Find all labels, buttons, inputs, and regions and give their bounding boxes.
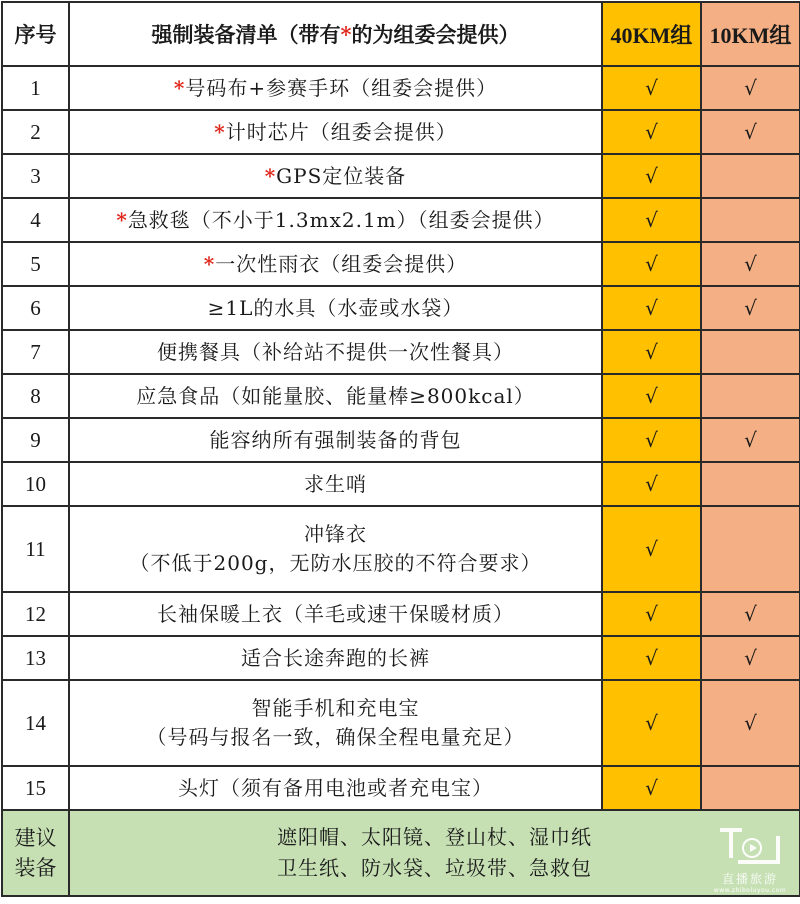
recommended-label — [2, 810, 69, 896]
equipment-item — [69, 506, 602, 592]
table-row — [2, 286, 800, 330]
equipment-list-page — [0, 1, 800, 904]
provided-star-mark: * — [203, 251, 216, 276]
equipment-item — [69, 242, 602, 286]
table-row — [2, 242, 800, 286]
table-body — [2, 2, 800, 896]
table-row — [2, 110, 800, 154]
item-line-2: （不低于200g，无防水压胶的不符合要求） — [129, 551, 542, 575]
check-40km: √ — [602, 110, 701, 154]
check-10km: √ — [701, 636, 800, 680]
header-title-part2: 的为组委会提供） — [351, 22, 520, 47]
equipment-item — [69, 198, 602, 242]
item-line-1 — [70, 206, 601, 235]
check-40km: √ — [602, 506, 701, 592]
item-text: 适合长途奔跑的长裤 — [241, 645, 430, 670]
header-row — [2, 2, 800, 66]
provided-star-mark: * — [214, 119, 226, 144]
header-group-10km: 10KM组 — [701, 2, 800, 66]
check-40km: √ — [602, 462, 701, 506]
item-text: 计时芯片（组委会提供） — [225, 119, 457, 144]
table-row — [2, 462, 800, 506]
item-line-1 — [70, 426, 601, 455]
item-line-1 — [70, 644, 601, 673]
check-10km: √ — [701, 66, 800, 110]
check-10km: √ — [701, 592, 800, 636]
check-10km — [701, 198, 800, 242]
equipment-item — [69, 66, 602, 110]
equipment-item — [69, 680, 602, 766]
item-line-1 — [70, 382, 601, 411]
check-10km — [701, 766, 800, 810]
item-text: ≥1L的水具（水壶或水袋） — [207, 295, 464, 320]
row-number: 14 — [2, 680, 69, 766]
item-line-1 — [70, 520, 601, 549]
table-row — [2, 418, 800, 462]
item-text: 便携餐具（补给站不提供一次性餐具） — [157, 339, 514, 364]
equipment-item — [69, 766, 602, 810]
recommended-label-line-2: 装备 — [14, 856, 57, 880]
row-number: 3 — [2, 154, 69, 198]
recommended-items-line-1: 遮阳帽、太阳镜、登山杖、湿巾纸 — [277, 825, 592, 849]
equipment-item — [69, 154, 602, 198]
row-number: 8 — [2, 374, 69, 418]
recommended-items — [69, 810, 800, 896]
table-row — [2, 506, 800, 592]
table-row — [2, 680, 800, 766]
row-number: 12 — [2, 592, 69, 636]
check-40km: √ — [602, 242, 701, 286]
equipment-item — [69, 286, 602, 330]
table-row — [2, 636, 800, 680]
check-10km: √ — [701, 418, 800, 462]
check-40km: √ — [602, 374, 701, 418]
table-row — [2, 154, 800, 198]
equipment-item — [69, 462, 602, 506]
row-number: 6 — [2, 286, 69, 330]
check-10km: √ — [701, 110, 800, 154]
row-number: 5 — [2, 242, 69, 286]
row-number: 4 — [2, 198, 69, 242]
item-text: 头灯（须有备用电池或者充电宝） — [178, 775, 493, 800]
item-line-1 — [70, 74, 601, 103]
check-40km: √ — [602, 286, 701, 330]
recommended-label-line-1: 建议 — [14, 826, 57, 850]
provided-star-mark: * — [264, 163, 277, 188]
item-text: 长袖保暖上衣（羊毛或速干保暖材质） — [157, 601, 514, 626]
item-text: 能容纳所有强制装备的背包 — [209, 427, 462, 452]
item-text: 冲锋衣 — [304, 522, 367, 546]
check-40km: √ — [602, 198, 701, 242]
check-40km: √ — [602, 66, 701, 110]
provided-star-mark: * — [116, 207, 128, 232]
watermark-logo — [710, 826, 790, 896]
provided-star-mark: * — [173, 75, 186, 100]
item-line-1 — [70, 774, 601, 803]
item-text: 号码布+参赛手环（组委会提供） — [185, 75, 498, 100]
table-row — [2, 198, 800, 242]
check-40km: √ — [602, 330, 701, 374]
item-line-1 — [70, 470, 601, 499]
equipment-item — [69, 592, 602, 636]
check-10km: √ — [701, 680, 800, 766]
row-number: 15 — [2, 766, 69, 810]
item-text: GPS定位装备 — [276, 163, 407, 188]
table-row — [2, 374, 800, 418]
item-text: 求生哨 — [304, 471, 367, 496]
recommended-row — [2, 810, 800, 896]
check-40km: √ — [602, 592, 701, 636]
row-number: 13 — [2, 636, 69, 680]
row-number: 2 — [2, 110, 69, 154]
header-star-mark: * — [340, 22, 352, 47]
logo-play-icon — [720, 826, 780, 868]
item-line-1 — [70, 338, 601, 367]
mandatory-equipment-table — [1, 1, 800, 897]
logo-url: www.zhiboluyou.com — [713, 887, 787, 894]
check-40km: √ — [602, 418, 701, 462]
item-line-1 — [70, 250, 601, 279]
table-row — [2, 592, 800, 636]
check-10km — [701, 154, 800, 198]
item-text: 智能手机和充电宝 — [251, 696, 420, 720]
equipment-item — [69, 418, 602, 462]
logo-name: 直播旅游 — [721, 872, 778, 886]
row-number: 10 — [2, 462, 69, 506]
item-text: 一次性雨衣（组委会提供） — [215, 251, 468, 276]
item-line-1 — [70, 294, 601, 323]
row-number: 1 — [2, 66, 69, 110]
check-40km: √ — [602, 680, 701, 766]
item-line-1 — [70, 694, 601, 723]
check-40km: √ — [602, 636, 701, 680]
row-number: 11 — [2, 506, 69, 592]
equipment-item — [69, 330, 602, 374]
check-10km — [701, 330, 800, 374]
header-title-part1: 强制装备清单（带有 — [151, 22, 341, 47]
row-number: 7 — [2, 330, 69, 374]
header-title — [69, 2, 602, 66]
header-group-40km: 40KM组 — [602, 2, 701, 66]
row-number: 9 — [2, 418, 69, 462]
check-10km — [701, 374, 800, 418]
item-line-1 — [70, 162, 601, 191]
table-row — [2, 330, 800, 374]
equipment-item — [69, 110, 602, 154]
item-line-1 — [70, 118, 601, 147]
check-10km — [701, 462, 800, 506]
check-40km: √ — [602, 154, 701, 198]
check-10km: √ — [701, 242, 800, 286]
item-text: 应急食品（如能量胶、能量棒≥800kcal） — [136, 383, 535, 408]
check-10km — [701, 506, 800, 592]
table-row — [2, 766, 800, 810]
header-seq: 序号 — [2, 2, 69, 66]
check-40km: √ — [602, 766, 701, 810]
equipment-item — [69, 636, 602, 680]
item-text: 急救毯（不小于1.3mx2.1m）（组委会提供） — [127, 207, 555, 232]
check-10km: √ — [701, 286, 800, 330]
table-row — [2, 66, 800, 110]
item-line-2: （号码与报名一致，确保全程电量充足） — [146, 725, 525, 749]
recommended-items-line-2: 卫生纸、防水袋、垃圾带、急救包 — [277, 856, 592, 880]
item-line-1 — [70, 600, 601, 629]
equipment-item — [69, 374, 602, 418]
